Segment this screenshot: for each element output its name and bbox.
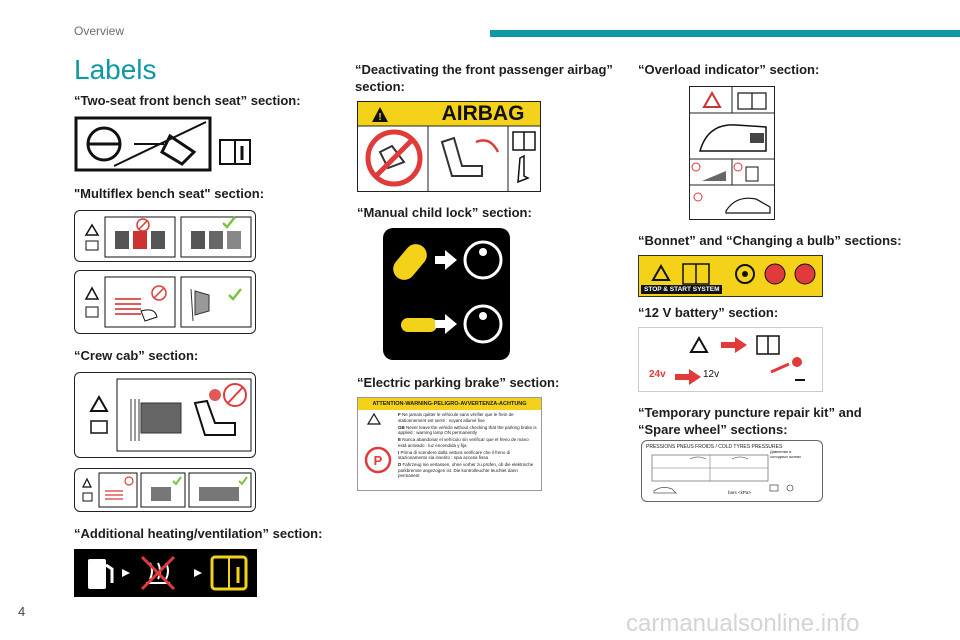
caption-airbag-line1: “Deactivating the front passenger airbag” bbox=[355, 62, 613, 77]
book-info-icon bbox=[770, 485, 778, 491]
warning-triangle-icon bbox=[86, 225, 98, 235]
book-info-icon bbox=[91, 421, 107, 433]
label-airbag bbox=[357, 101, 541, 192]
seat-icon bbox=[442, 138, 482, 176]
load-icon bbox=[750, 133, 764, 143]
site-watermark: carmanualsonline.info bbox=[626, 610, 860, 637]
arrow-icon bbox=[721, 337, 747, 353]
arrow-icon bbox=[194, 569, 202, 577]
no-tool-icon bbox=[795, 264, 815, 284]
tyre-header-ru: Давление в холодных шинах bbox=[770, 449, 802, 459]
van-rear-icon bbox=[726, 198, 770, 213]
checkmark-icon bbox=[173, 477, 181, 484]
label-overload bbox=[689, 86, 775, 220]
label-child-lock bbox=[383, 228, 510, 360]
caption-heating: “Additional heating/ventilation” section: bbox=[74, 526, 323, 541]
page-number: 4 bbox=[18, 604, 26, 619]
brake-line-de: D Fahrzeug nie verlassen, ohne vorher zu prüfen, ob die elektrische parkbremse angezogen ist. Die kontrolleuchte leuchtet dann permanent bbox=[398, 462, 534, 478]
occupant-icon bbox=[209, 389, 221, 401]
brake-line-it: I Prima di scendere dalla vettura verificare che il freno di stazionamento sia inserito : spia accesa fissa bbox=[398, 449, 511, 460]
warning-triangle-icon bbox=[86, 288, 98, 299]
arrow-icon bbox=[122, 569, 130, 577]
label-tyre-pressure bbox=[641, 440, 823, 502]
label-two-seat bbox=[74, 116, 254, 172]
caption-puncture-line1: “Temporary puncture repair kit” and bbox=[638, 405, 862, 420]
key-yellow-icon bbox=[389, 240, 432, 285]
key-horizontal-icon bbox=[401, 318, 437, 332]
caption-battery: “12 V battery” section: bbox=[638, 305, 779, 320]
running-header: Overview bbox=[74, 24, 125, 38]
warning-triangle-icon bbox=[704, 93, 720, 107]
label-bonnet bbox=[638, 255, 823, 297]
child-icon bbox=[465, 306, 501, 342]
info-icon bbox=[787, 485, 793, 491]
fuel-pump-icon bbox=[88, 559, 106, 589]
label-multiflex-1 bbox=[74, 210, 256, 262]
caption-multiflex: "Multiflex bench seat" section: bbox=[74, 186, 265, 201]
no-hand-icon bbox=[765, 264, 785, 284]
brake-text-block bbox=[398, 412, 538, 479]
car-icon bbox=[732, 457, 748, 459]
label-crew-cab-1 bbox=[74, 372, 256, 458]
tyre-header: PRESSIONS PNEUS FROIDS / COLD TYRES PRESSURES bbox=[646, 444, 783, 450]
airbag-deploy-icon bbox=[476, 140, 498, 152]
caption-airbag-line2: section: bbox=[355, 79, 405, 94]
label-crew-cab-2 bbox=[74, 468, 256, 512]
caption-child-lock: “Manual child lock” section: bbox=[357, 205, 532, 220]
warning-triangle-icon bbox=[83, 479, 91, 487]
caption-parking-brake: “Electric parking brake” section: bbox=[357, 375, 560, 390]
book-info-icon bbox=[83, 493, 92, 501]
label-parking-brake bbox=[357, 397, 542, 491]
caption-two-seat: “Two-seat front bench seat” section: bbox=[74, 93, 301, 108]
warning-triangle-icon bbox=[368, 414, 380, 424]
checkmark-icon bbox=[239, 477, 247, 484]
warning-triangle-icon bbox=[91, 397, 107, 411]
brake-line-es: E Nunca abandonar el vehículo sin verificar que el freno de mano está activado : luz encendida y fija bbox=[398, 437, 529, 448]
checkmark-icon bbox=[229, 289, 241, 299]
caption-puncture-line2: “Spare wheel” sections: bbox=[638, 422, 788, 437]
warning-triangle-icon bbox=[653, 266, 669, 280]
stop-start-badge: STOP & START SYSTEM bbox=[641, 285, 722, 294]
caption-overload: “Overload indicator” section: bbox=[638, 62, 820, 77]
header-accent-bar bbox=[490, 30, 960, 37]
child-icon bbox=[465, 242, 501, 278]
label-battery bbox=[638, 327, 823, 392]
caption-crew-cab: “Crew cab” section: bbox=[74, 348, 199, 363]
car-icon bbox=[690, 457, 706, 459]
battery-12v: 12v bbox=[703, 369, 720, 380]
checkmark-icon bbox=[223, 217, 235, 227]
label-heating bbox=[74, 549, 257, 597]
page-title: Labels bbox=[74, 54, 157, 85]
arrow-icon bbox=[435, 250, 457, 270]
brake-warning-header: ATTENTION-WARNING-PELIGRO-AVVERTENZA-ACHTUNG bbox=[358, 398, 541, 410]
arrow-icon bbox=[435, 314, 457, 334]
brake-line-fr: F Ne jamais quitter le véhicule sans vérifier que le frein de stationnement est serré : voyant allumé fixe bbox=[398, 412, 514, 423]
tyre-icon bbox=[654, 487, 676, 493]
book-info-icon bbox=[86, 307, 98, 317]
arrow-icon bbox=[675, 369, 701, 385]
warning-triangle-icon bbox=[691, 338, 707, 352]
airbag-word: AIRBAG bbox=[441, 102, 525, 125]
svg-text:P: P bbox=[373, 453, 383, 468]
label-multiflex-2 bbox=[74, 270, 256, 334]
brake-line-gb: GB Never leave the vehicle without checking that the parking brake is applied : warning lamp ON permanently bbox=[398, 424, 537, 435]
jump-lead-icon bbox=[771, 364, 789, 372]
book-info-icon bbox=[86, 241, 98, 250]
hand-icon bbox=[518, 156, 528, 182]
caption-bonnet: “Bonnet” and “Changing a bulb” sections: bbox=[638, 233, 902, 248]
prohibit-icon bbox=[694, 193, 702, 201]
tyre-unit: bars <kPa> bbox=[728, 490, 752, 495]
seat-icon bbox=[195, 401, 235, 435]
prohibit-icon bbox=[125, 477, 133, 485]
prohibit-icon bbox=[734, 163, 742, 171]
prohibit-icon bbox=[692, 163, 700, 171]
svg-text:!: ! bbox=[378, 112, 382, 123]
battery-24v: 24v bbox=[649, 369, 666, 380]
